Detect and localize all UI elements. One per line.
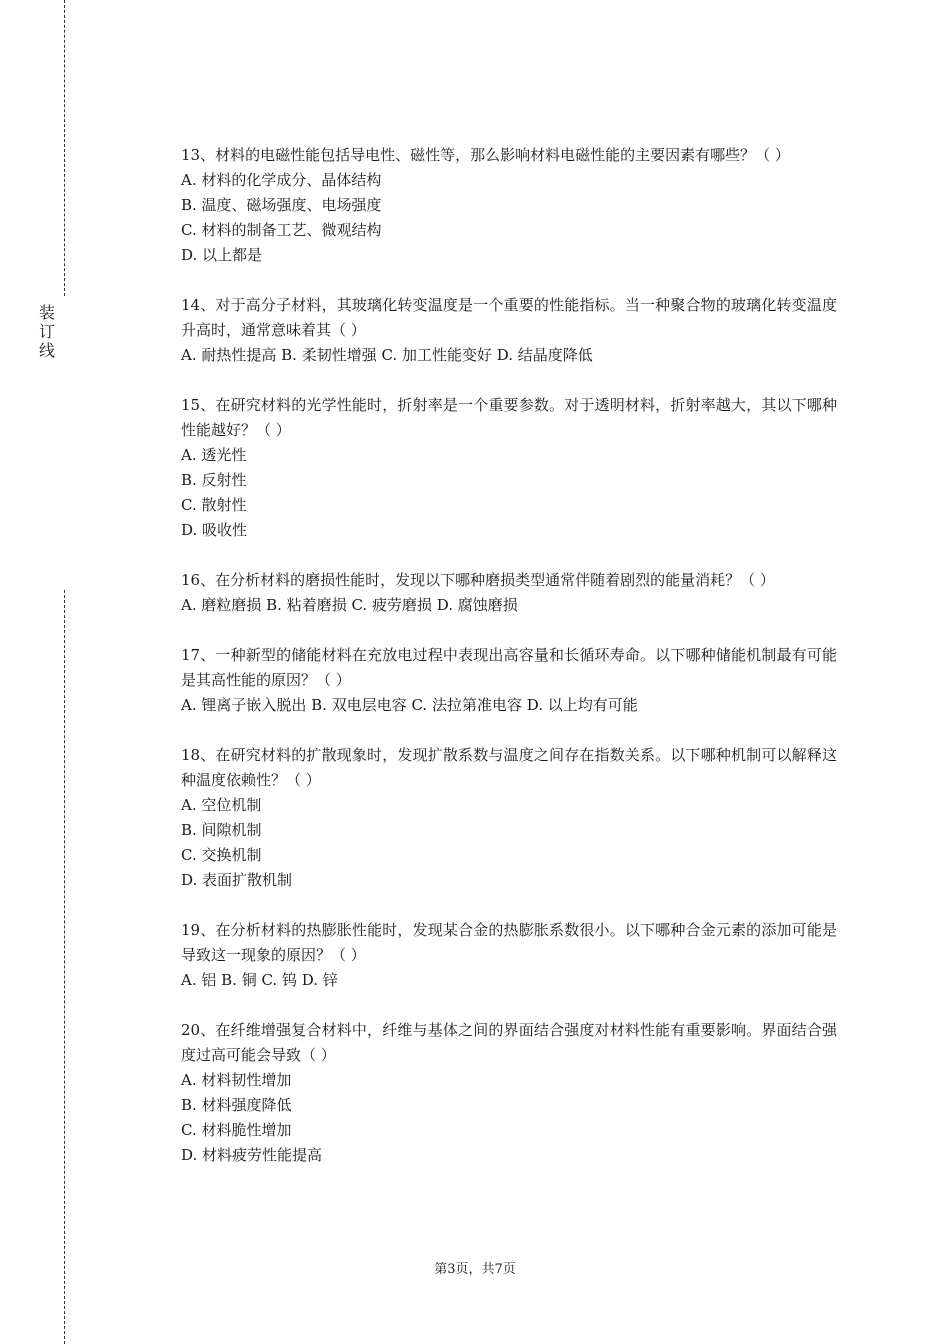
question-20 xyxy=(181,1018,837,1168)
options-inline: A. 耐热性提高 B. 柔韧性增强 C. 加工性能变好 D. 结晶度降低 xyxy=(181,346,593,364)
option-c: C. 材料脆性增加 xyxy=(181,1121,292,1139)
binding-char: 线 xyxy=(38,341,55,360)
option-c: C. 散射性 xyxy=(181,496,247,514)
question-stem: 13、材料的电磁性能包括导电性、磁性等，那么影响材料电磁性能的主要因素有哪些？（ ） xyxy=(181,146,790,164)
option-b: B. 间隙机制 xyxy=(181,821,262,839)
option-c: C. 材料的制备工艺、微观结构 xyxy=(181,221,382,239)
question-list xyxy=(181,143,837,1193)
question-14 xyxy=(181,293,837,368)
page-footer: 第3页，共7页 xyxy=(434,1262,516,1277)
question-13 xyxy=(181,143,837,268)
binding-char: 订 xyxy=(38,322,55,341)
option-c: C. 交换机制 xyxy=(181,846,262,864)
question-stem: 19、在分析材料的热膨胀性能时，发现某合金的热膨胀系数很小。以下哪种合金元素的添加可能是导致这一现象的原因？（ ） xyxy=(181,921,837,964)
question-stem: 15、在研究材料的光学性能时，折射率是一个重要参数。对于透明材料，折射率越大，其以下哪种性能越好？（ ） xyxy=(181,396,837,439)
option-d: D. 表面扩散机制 xyxy=(181,871,293,889)
question-stem: 20、在纤维增强复合材料中，纤维与基体之间的界面结合强度对材料性能有重要影响。界面结合强度过高可能会导致（ ） xyxy=(181,1021,837,1064)
option-d: D. 以上都是 xyxy=(181,246,263,264)
question-stem: 16、在分析材料的磨损性能时，发现以下哪种磨损类型通常伴随着剧烈的能量消耗？（ ） xyxy=(181,571,775,589)
option-b: B. 温度、磁场强度、电场强度 xyxy=(181,196,382,214)
option-b: B. 材料强度降低 xyxy=(181,1096,292,1114)
binding-dashed-line-top xyxy=(64,0,65,296)
option-a: A. 材料的化学成分、晶体结构 xyxy=(181,171,382,189)
options-inline: A. 锂离子嵌入脱出 B. 双电层电容 C. 法拉第准电容 D. 以上均有可能 xyxy=(181,696,638,714)
question-16 xyxy=(181,568,837,618)
option-d: D. 吸收性 xyxy=(181,521,248,539)
question-19 xyxy=(181,918,837,993)
binding-label xyxy=(37,303,57,360)
question-stem: 18、在研究材料的扩散现象时，发现扩散系数与温度之间存在指数关系。以下哪种机制可以解释这种温度依赖性？（ ） xyxy=(181,746,837,789)
option-d: D. 材料疲劳性能提高 xyxy=(181,1146,323,1164)
option-a: A. 材料韧性增加 xyxy=(181,1071,292,1089)
question-18 xyxy=(181,743,837,893)
question-stem: 14、对于高分子材料，其玻璃化转变温度是一个重要的性能指标。当一种聚合物的玻璃化转变温度升高时，通常意味着其（ ） xyxy=(181,296,837,339)
option-a: A. 透光性 xyxy=(181,446,247,464)
binding-dashed-line-bottom xyxy=(64,590,65,1344)
options-inline: A. 铝 B. 铜 C. 钨 D. 锌 xyxy=(181,971,338,989)
option-b: B. 反射性 xyxy=(181,471,247,489)
options-inline: A. 磨粒磨损 B. 粘着磨损 C. 疲劳磨损 D. 腐蚀磨损 xyxy=(181,596,518,614)
binding-char: 装 xyxy=(38,303,55,322)
question-stem: 17、一种新型的储能材料在充放电过程中表现出高容量和长循环寿命。以下哪种储能机制最有可能是其高性能的原因？（ ） xyxy=(181,646,837,689)
question-17 xyxy=(181,643,837,718)
option-a: A. 空位机制 xyxy=(181,796,262,814)
question-15 xyxy=(181,393,837,543)
